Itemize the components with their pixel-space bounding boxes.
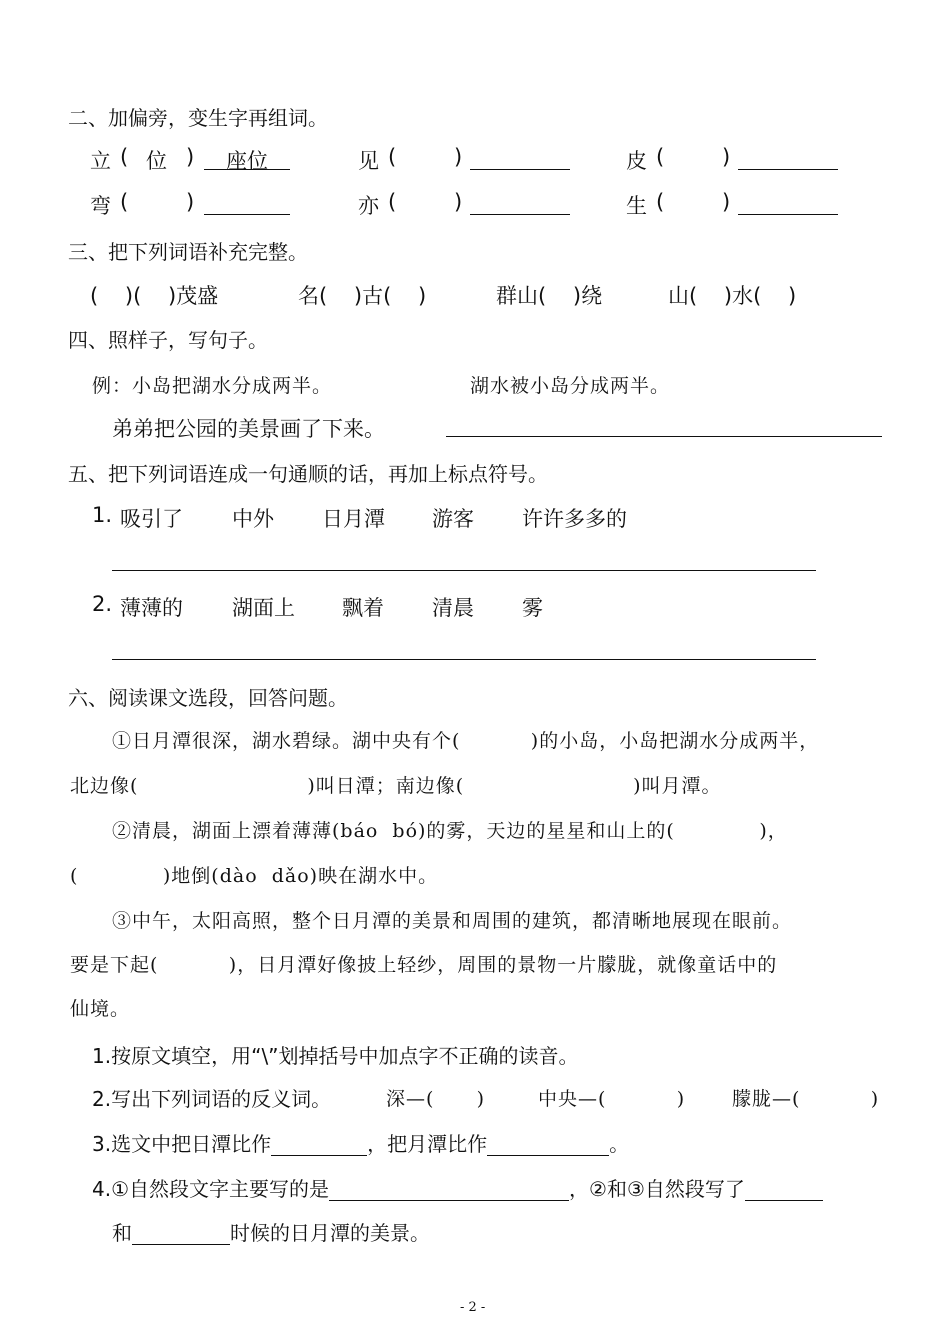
idiom-item: ( )( )茂盛: [90, 284, 219, 308]
q3-text-a: 3.选文中把日潭比作: [92, 1132, 272, 1156]
word: 雾: [522, 596, 543, 620]
question-2-label: 2.写出下列词语的反义词。: [92, 1087, 332, 1111]
blank-line: [329, 1178, 569, 1201]
section-2-title: 二、加偏旁，变生字再组词。: [68, 106, 328, 130]
q4-text-d: 时候的日月潭的美景。: [230, 1221, 430, 1245]
passage-line: 要是下起( )，日月潭好像披上轻纱，周围的景物一片朦胧，就像童话中的: [70, 954, 778, 976]
example-source: 例：小岛把湖水分成两半。: [92, 375, 333, 397]
passage-line: ②清晨，湖面上漂着薄薄(báo bó)的雾，天边的星星和山上的( )，: [112, 820, 788, 842]
paren-open: (: [120, 190, 129, 214]
paren-close: ): [186, 145, 195, 169]
paren-open: (: [388, 145, 397, 169]
question-3: [92, 1128, 629, 1157]
word: 清晨: [432, 596, 474, 620]
paren-open: (: [388, 190, 397, 214]
base-char: 弯: [90, 194, 111, 218]
question-1: 1.按原文填空，用“\”划掉括号中加点字不正确的读音。: [92, 1044, 579, 1068]
answer-line: [446, 436, 882, 437]
blank-line: [271, 1133, 367, 1156]
section-4-title: 四、照样子，写句子。: [68, 328, 268, 352]
base-char: 见: [358, 149, 379, 173]
idiom-item: 名( )古( ): [298, 284, 427, 308]
paren-open: (: [656, 145, 665, 169]
antonym-item: 朦胧—( ): [732, 1088, 880, 1110]
passage-line: 仙境。: [70, 998, 131, 1020]
question-4-line-2: [112, 1217, 430, 1246]
blank-line: [204, 169, 290, 170]
antonym-item: 深—( ): [386, 1088, 486, 1110]
section-6-title: 六、阅读课文选段，回答问题。: [68, 686, 348, 710]
passage-line: ①日月潭很深，湖水碧绿。湖中央有个( )的小岛，小岛把湖水分成两半，: [112, 730, 820, 752]
q4-text-c: 和: [112, 1221, 132, 1245]
base-char: 生: [626, 194, 647, 218]
example-result: 湖水被小岛分成两半。: [470, 375, 671, 397]
paren-close: ): [454, 190, 463, 214]
q3-text-c: 。: [609, 1132, 630, 1156]
base-char: 皮: [626, 149, 647, 173]
section-3-title: 三、把下列词语补充完整。: [68, 240, 308, 264]
word: 游客: [432, 507, 474, 531]
paren-close: ): [722, 190, 731, 214]
q2-number: 2.: [92, 592, 113, 616]
passage-line: ( )地倒(dào dǎo)映在湖水中。: [70, 865, 439, 887]
q3-text-b: ，把月潭比作: [367, 1132, 488, 1156]
q1-number: 1.: [92, 503, 113, 527]
blank-line: [487, 1133, 609, 1156]
page-number: - 2 -: [460, 1300, 486, 1315]
passage-line: 北边像( )叫日潭；南边像( )叫月潭。: [70, 775, 722, 797]
antonym-item: 中央—( ): [538, 1088, 686, 1110]
word-answer: 座位: [226, 149, 268, 173]
rewrite-prompt: 弟弟把公园的美景画了下来。: [112, 417, 385, 441]
paren-open: (: [656, 190, 665, 214]
word: 中外: [232, 507, 274, 531]
answer-line: [112, 659, 816, 660]
answer-line: [112, 570, 816, 571]
paren-close: ): [722, 145, 731, 169]
paren-open: (: [120, 145, 129, 169]
blank-line: [204, 214, 290, 215]
blank-line: [132, 1222, 230, 1245]
question-4-line-1: [92, 1173, 823, 1202]
passage-line: ③中午，太阳高照，整个日月潭的美景和周围的建筑，都清晰地展现在眼前。: [112, 910, 793, 932]
q4-text-a: 4.①自然段文字主要写的是: [92, 1177, 330, 1201]
blank-line: [470, 214, 570, 215]
q4-text-b: ，②和③自然段写了: [569, 1177, 745, 1201]
paren-close: ): [186, 190, 195, 214]
new-char: 位: [146, 149, 167, 173]
idiom-item: 山( )水( ): [668, 284, 797, 308]
paren-close: ): [454, 145, 463, 169]
blank-line: [470, 169, 570, 170]
word: 许许多多的: [522, 507, 627, 531]
section-5-title: 五、把下列词语连成一句通顺的话，再加上标点符号。: [68, 462, 548, 486]
word: 日月潭: [322, 507, 385, 531]
word: 飘着: [342, 596, 384, 620]
blank-line: [745, 1178, 823, 1201]
idiom-item: 群山( )绕: [496, 284, 603, 308]
word: 薄薄的: [120, 596, 183, 620]
base-char: 亦: [358, 194, 379, 218]
word: 湖面上: [232, 596, 295, 620]
blank-line: [738, 214, 838, 215]
word: 吸引了: [120, 507, 183, 531]
blank-line: [738, 169, 838, 170]
base-char: 立: [90, 149, 111, 173]
